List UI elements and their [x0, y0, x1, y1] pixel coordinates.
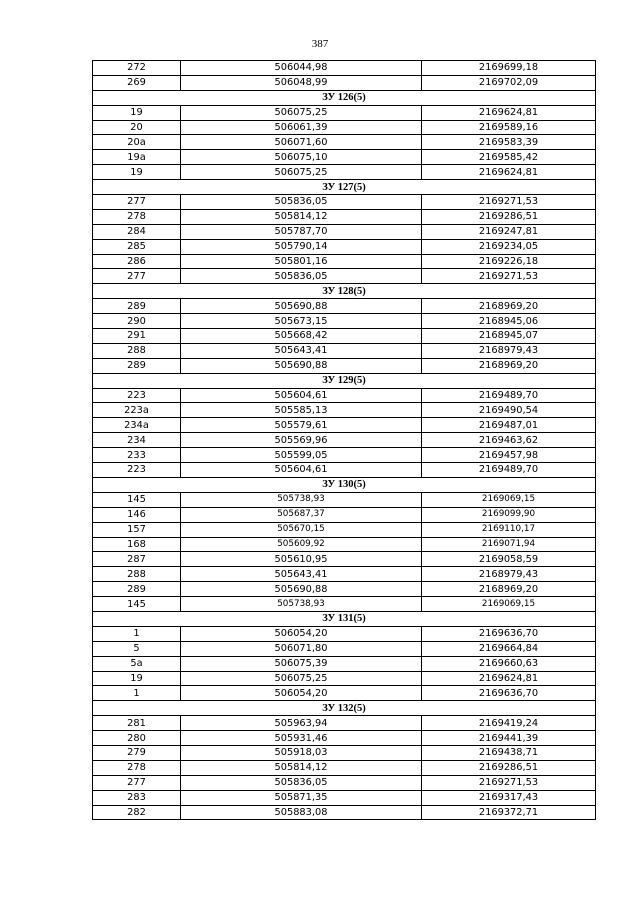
point-number-cell: 289	[93, 582, 181, 597]
x-coordinate-cell: 505604,61	[181, 463, 422, 478]
table-row	[93, 552, 596, 567]
point-number-cell: 1	[93, 686, 181, 701]
table-row	[93, 433, 596, 448]
y-coordinate-cell: 2168969,20	[422, 582, 596, 597]
point-number-cell: 19	[93, 671, 181, 686]
section-header-row	[93, 180, 596, 195]
y-coordinate-cell: 2168979,43	[422, 343, 596, 358]
x-coordinate-cell: 505610,95	[181, 552, 422, 567]
x-coordinate-cell: 505836,05	[181, 775, 422, 790]
point-number-cell: 168	[93, 537, 181, 552]
x-coordinate-cell: 505836,05	[181, 269, 422, 284]
y-coordinate-cell: 2169099,90	[422, 507, 596, 522]
x-coordinate-cell: 505643,41	[181, 343, 422, 358]
x-coordinate-cell: 505673,15	[181, 314, 422, 329]
point-number-cell: 277	[93, 775, 181, 790]
y-coordinate-cell: 2169247,81	[422, 224, 596, 239]
x-coordinate-cell: 505814,12	[181, 209, 422, 224]
point-number-cell: 19	[93, 105, 181, 120]
point-number-cell: 284	[93, 224, 181, 239]
x-coordinate-cell: 505814,12	[181, 760, 422, 775]
point-number-cell: 286	[93, 254, 181, 269]
table-row	[93, 775, 596, 790]
y-coordinate-cell: 2169489,70	[422, 463, 596, 478]
x-coordinate-cell: 505585,13	[181, 403, 422, 418]
section-header-row	[93, 284, 596, 299]
point-number-cell: 277	[93, 269, 181, 284]
table-row	[93, 760, 596, 775]
section-header-row	[93, 701, 596, 716]
page-number: 387	[311, 38, 329, 50]
point-number-cell: 287	[93, 552, 181, 567]
point-number-cell: 145	[93, 597, 181, 612]
table-row	[93, 745, 596, 760]
y-coordinate-cell: 2169636,70	[422, 626, 596, 641]
y-coordinate-cell: 2169226,18	[422, 254, 596, 269]
y-coordinate-cell: 2169624,81	[422, 671, 596, 686]
table-row	[93, 448, 596, 463]
section-header-row	[93, 611, 596, 626]
y-coordinate-cell: 2169441,39	[422, 731, 596, 746]
x-coordinate-cell: 505643,41	[181, 567, 422, 582]
y-coordinate-cell: 2169286,51	[422, 760, 596, 775]
section-title: ЗУ 126(5)	[93, 90, 596, 105]
y-coordinate-cell: 2169071,94	[422, 537, 596, 552]
table-row	[93, 507, 596, 522]
point-number-cell: 223а	[93, 403, 181, 418]
x-coordinate-cell: 505569,96	[181, 433, 422, 448]
y-coordinate-cell: 2169271,53	[422, 269, 596, 284]
x-coordinate-cell: 506075,25	[181, 105, 422, 120]
table-row	[93, 329, 596, 344]
table-row	[93, 254, 596, 269]
x-coordinate-cell: 505790,14	[181, 239, 422, 254]
table-row	[93, 135, 596, 150]
y-coordinate-cell: 2169624,81	[422, 105, 596, 120]
point-number-cell: 278	[93, 760, 181, 775]
point-number-cell: 5	[93, 641, 181, 656]
section-title: ЗУ 127(5)	[93, 180, 596, 195]
x-coordinate-cell: 506075,25	[181, 165, 422, 180]
point-number-cell: 282	[93, 805, 181, 820]
table-row	[93, 492, 596, 507]
y-coordinate-cell: 2169110,17	[422, 522, 596, 537]
x-coordinate-cell: 505963,94	[181, 716, 422, 731]
point-number-cell: 280	[93, 731, 181, 746]
table-row	[93, 61, 596, 76]
table-row	[93, 299, 596, 314]
point-number-cell: 19а	[93, 150, 181, 165]
table-row	[93, 120, 596, 135]
point-number-cell: 281	[93, 716, 181, 731]
point-number-cell: 5а	[93, 656, 181, 671]
y-coordinate-cell: 2169271,53	[422, 195, 596, 210]
point-number-cell: 279	[93, 745, 181, 760]
point-number-cell: 289	[93, 299, 181, 314]
table-row	[93, 790, 596, 805]
section-header-row	[93, 90, 596, 105]
coordinates-table-body	[93, 61, 596, 820]
point-number-cell: 278	[93, 209, 181, 224]
x-coordinate-cell: 505738,93	[181, 597, 422, 612]
point-number-cell: 291	[93, 329, 181, 344]
point-number-cell: 269	[93, 75, 181, 90]
table-row	[93, 105, 596, 120]
point-number-cell: 146	[93, 507, 181, 522]
table-row	[93, 463, 596, 478]
y-coordinate-cell: 2169457,98	[422, 448, 596, 463]
x-coordinate-cell: 505670,15	[181, 522, 422, 537]
x-coordinate-cell: 505599,05	[181, 448, 422, 463]
x-coordinate-cell: 506075,25	[181, 671, 422, 686]
point-number-cell: 234	[93, 433, 181, 448]
table-row	[93, 626, 596, 641]
point-number-cell: 290	[93, 314, 181, 329]
table-row	[93, 314, 596, 329]
section-title: ЗУ 132(5)	[93, 701, 596, 716]
point-number-cell: 272	[93, 61, 181, 76]
x-coordinate-cell: 506061,39	[181, 120, 422, 135]
coordinates-table	[92, 60, 596, 820]
table-row	[93, 641, 596, 656]
table-row	[93, 671, 596, 686]
point-number-cell: 288	[93, 343, 181, 358]
table-row	[93, 522, 596, 537]
y-coordinate-cell: 2169463,62	[422, 433, 596, 448]
x-coordinate-cell: 506048,99	[181, 75, 422, 90]
table-row	[93, 403, 596, 418]
x-coordinate-cell: 506054,20	[181, 686, 422, 701]
y-coordinate-cell: 2169372,71	[422, 805, 596, 820]
y-coordinate-cell: 2169489,70	[422, 388, 596, 403]
point-number-cell: 233	[93, 448, 181, 463]
y-coordinate-cell: 2169702,09	[422, 75, 596, 90]
y-coordinate-cell: 2168969,20	[422, 299, 596, 314]
x-coordinate-cell: 505871,35	[181, 790, 422, 805]
table-row	[93, 418, 596, 433]
x-coordinate-cell: 505579,61	[181, 418, 422, 433]
table-row	[93, 388, 596, 403]
y-coordinate-cell: 2169624,81	[422, 165, 596, 180]
y-coordinate-cell: 2169636,70	[422, 686, 596, 701]
point-number-cell: 223	[93, 388, 181, 403]
x-coordinate-cell: 505604,61	[181, 388, 422, 403]
y-coordinate-cell: 2169664,84	[422, 641, 596, 656]
table-row	[93, 343, 596, 358]
x-coordinate-cell: 506044,98	[181, 61, 422, 76]
y-coordinate-cell: 2169699,18	[422, 61, 596, 76]
section-title: ЗУ 128(5)	[93, 284, 596, 299]
y-coordinate-cell: 2168969,20	[422, 358, 596, 373]
x-coordinate-cell: 505738,93	[181, 492, 422, 507]
x-coordinate-cell: 506071,60	[181, 135, 422, 150]
point-number-cell: 285	[93, 239, 181, 254]
y-coordinate-cell: 2169589,16	[422, 120, 596, 135]
point-number-cell: 277	[93, 195, 181, 210]
y-coordinate-cell: 2169487,01	[422, 418, 596, 433]
section-title: ЗУ 131(5)	[93, 611, 596, 626]
x-coordinate-cell: 506075,39	[181, 656, 422, 671]
table-row	[93, 269, 596, 284]
point-number-cell: 1	[93, 626, 181, 641]
table-row	[93, 656, 596, 671]
section-header-row	[93, 373, 596, 388]
point-number-cell: 234а	[93, 418, 181, 433]
table-row	[93, 597, 596, 612]
x-coordinate-cell: 505931,46	[181, 731, 422, 746]
x-coordinate-cell: 505687,37	[181, 507, 422, 522]
table-row	[93, 150, 596, 165]
x-coordinate-cell: 505690,88	[181, 358, 422, 373]
section-title: ЗУ 130(5)	[93, 477, 596, 492]
y-coordinate-cell: 2169490,54	[422, 403, 596, 418]
x-coordinate-cell: 506075,10	[181, 150, 422, 165]
section-header-row	[93, 477, 596, 492]
table-row	[93, 358, 596, 373]
y-coordinate-cell: 2169438,71	[422, 745, 596, 760]
y-coordinate-cell: 2169286,51	[422, 209, 596, 224]
y-coordinate-cell: 2169419,24	[422, 716, 596, 731]
point-number-cell: 289	[93, 358, 181, 373]
x-coordinate-cell: 505668,42	[181, 329, 422, 344]
y-coordinate-cell: 2169583,39	[422, 135, 596, 150]
x-coordinate-cell: 505787,70	[181, 224, 422, 239]
x-coordinate-cell: 505690,88	[181, 299, 422, 314]
point-number-cell: 157	[93, 522, 181, 537]
y-coordinate-cell: 2169585,42	[422, 150, 596, 165]
y-coordinate-cell: 2169271,53	[422, 775, 596, 790]
table-row	[93, 75, 596, 90]
table-row	[93, 582, 596, 597]
y-coordinate-cell: 2169317,43	[422, 790, 596, 805]
y-coordinate-cell: 2168945,07	[422, 329, 596, 344]
x-coordinate-cell: 506054,20	[181, 626, 422, 641]
table-row	[93, 239, 596, 254]
x-coordinate-cell: 505690,88	[181, 582, 422, 597]
table-row	[93, 537, 596, 552]
point-number-cell: 20а	[93, 135, 181, 150]
table-row	[93, 716, 596, 731]
y-coordinate-cell: 2168979,43	[422, 567, 596, 582]
point-number-cell: 283	[93, 790, 181, 805]
x-coordinate-cell: 505609,92	[181, 537, 422, 552]
table-row	[93, 805, 596, 820]
point-number-cell: 223	[93, 463, 181, 478]
y-coordinate-cell: 2169058,59	[422, 552, 596, 567]
y-coordinate-cell: 2168945,06	[422, 314, 596, 329]
table-row	[93, 567, 596, 582]
table-row	[93, 686, 596, 701]
y-coordinate-cell: 2169069,15	[422, 597, 596, 612]
y-coordinate-cell: 2169660,63	[422, 656, 596, 671]
y-coordinate-cell: 2169234,05	[422, 239, 596, 254]
x-coordinate-cell: 506071,80	[181, 641, 422, 656]
table-row	[93, 165, 596, 180]
x-coordinate-cell: 505836,05	[181, 195, 422, 210]
section-title: ЗУ 129(5)	[93, 373, 596, 388]
table-row	[93, 195, 596, 210]
x-coordinate-cell: 505883,08	[181, 805, 422, 820]
y-coordinate-cell: 2169069,15	[422, 492, 596, 507]
table-row	[93, 224, 596, 239]
point-number-cell: 20	[93, 120, 181, 135]
x-coordinate-cell: 505801,16	[181, 254, 422, 269]
point-number-cell: 288	[93, 567, 181, 582]
table-row	[93, 209, 596, 224]
table-row	[93, 731, 596, 746]
point-number-cell: 19	[93, 165, 181, 180]
point-number-cell: 145	[93, 492, 181, 507]
x-coordinate-cell: 505918,03	[181, 745, 422, 760]
